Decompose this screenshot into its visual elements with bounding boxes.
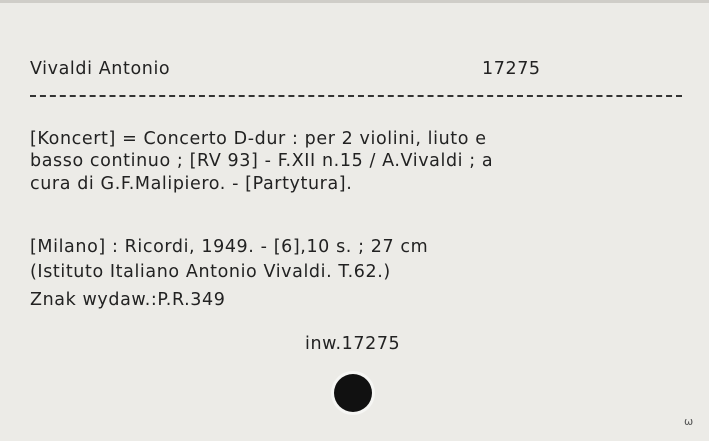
series-line: (Istituto Italiano Antonio Vivaldi. T.62.) [30,262,391,282]
description-line-3: cura di G.F.Malipiero. - [Partytura]. [30,174,353,194]
description-line-1: [Koncert] = Concerto D-dur : per 2 violini, liuto e [30,129,487,149]
imprint-line: [Milano] : Ricordi, 1949. - [6],10 s. ; 27 cm [30,237,429,257]
card-number: 17275 [482,59,541,79]
description-line-2: basso continuo ; [RV 93] - F.XII n.15 / A.Vivaldi ; a [30,151,494,171]
corner-mark: ω [684,415,694,428]
separator-line [30,95,682,97]
author-heading: Vivaldi Antonio [30,59,171,79]
inventory-number: inw.17275 [305,334,401,354]
publisher-number-line: Znak wydaw.:P.R.349 [30,290,226,310]
punch-hole [334,374,372,412]
